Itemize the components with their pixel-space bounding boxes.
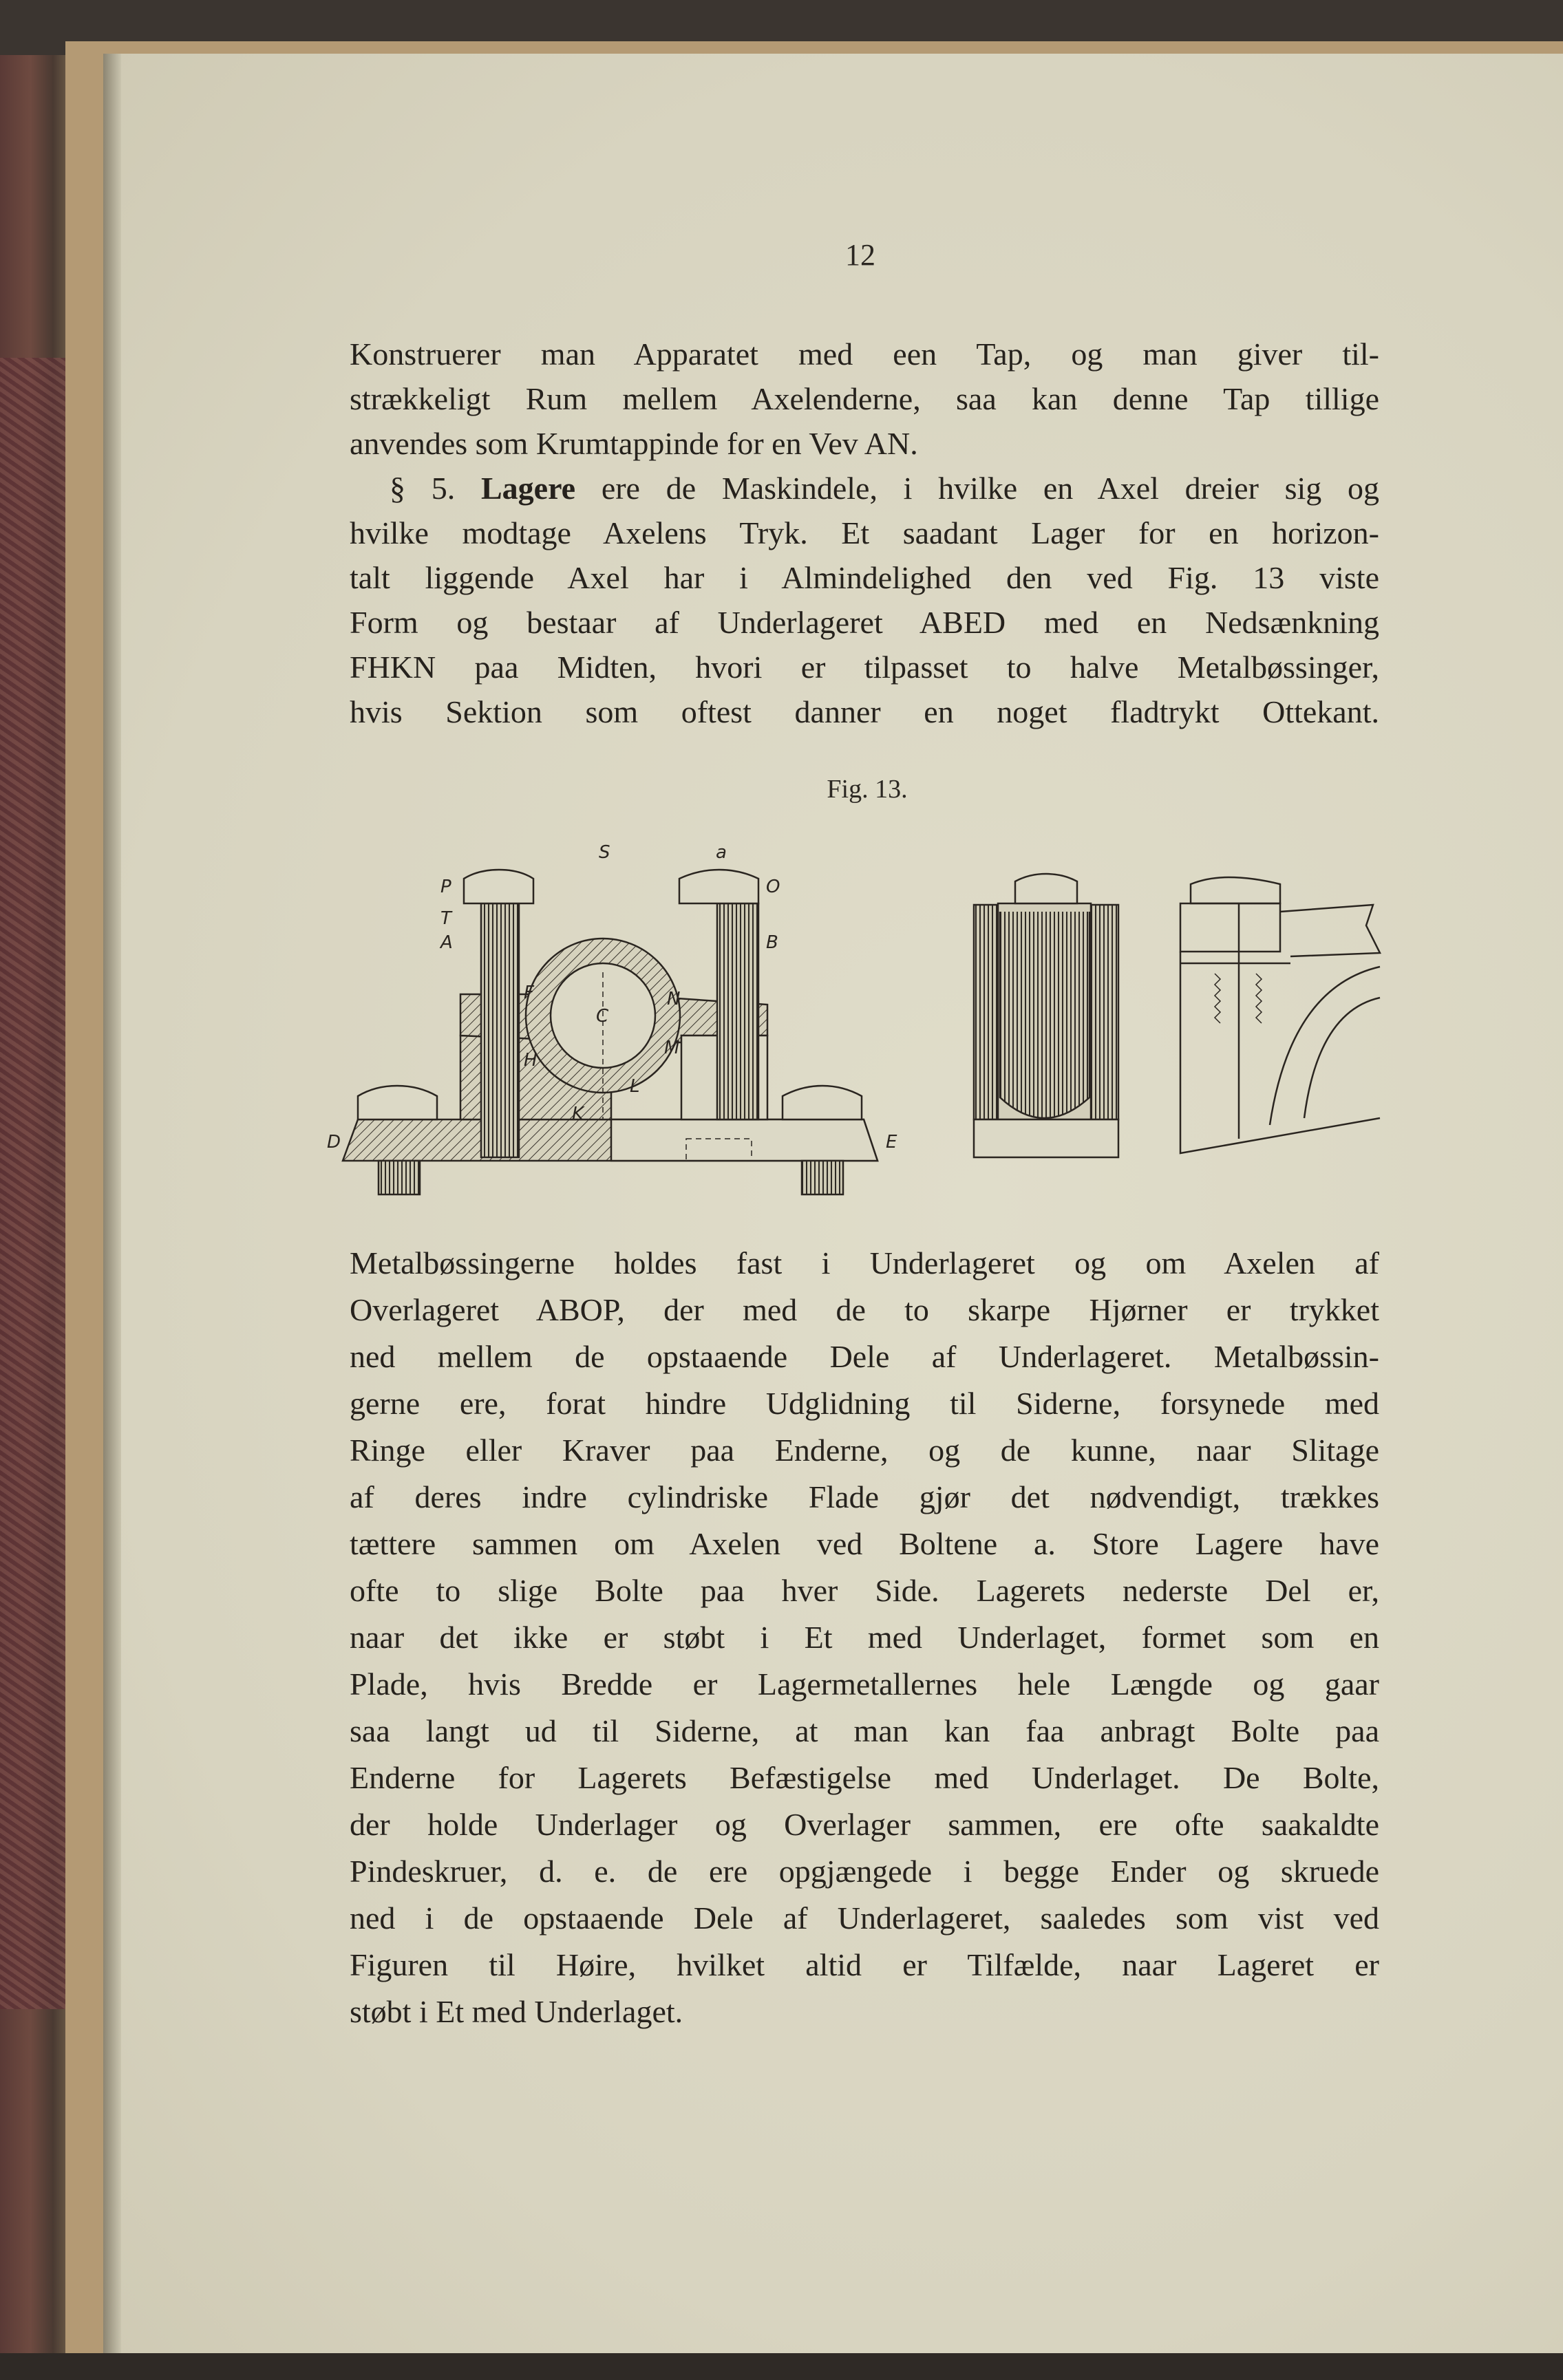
figure-13-bearing-drawing [327,836,1387,1221]
section-5-first-line [350,466,1379,511]
label-T: T [440,908,451,929]
text-line: hvilke modtage Axelens Tryk. Et saadant Lager for en horizon- [350,515,1379,550]
label-N: N [667,989,681,1009]
text-line: FHKN paa Midten, hvori er tilpasset to halve Metalbøssinger, [350,650,1379,685]
label-S: S [599,842,610,863]
text-line: tættere sammen om Axelen ved Boltene a. Store Lagere have [350,1526,1379,1561]
label-M: M [664,1038,680,1058]
text-line: Form og bestaar af Underlageret ABED med en Nedsænkning [350,605,1379,640]
label-D: D [327,1132,341,1153]
side-view-drawing [974,874,1118,1157]
label-L: L [630,1076,640,1097]
book-cover-edge [0,0,76,2380]
figure-caption: Fig. 13. [827,775,908,804]
label-O: O [766,877,780,897]
section-first-line-text: ere de Maskindele, i hvilke en Axel dreier sig og [601,471,1380,506]
label-K: K [572,1104,584,1124]
book-cover-bottom [0,2353,1563,2380]
text-line: naar det ikke er støbt i Et med Underlaget, formet som en [350,1620,1379,1655]
text-line: Figuren til Høire, hvilket altid er Tilfælde, naar Lageret er [350,1947,1379,1982]
label-H: H [524,1050,538,1071]
text-line: Plade, hvis Bredde er Lagermetallernes hele Længde og gaar [350,1666,1379,1702]
text-line: saa langt ud til Siderne, at man kan faa anbragt Bolte paa [350,1713,1379,1748]
right-bolt-head [679,870,758,903]
base-plate-right-plain [611,1119,878,1161]
section-mark: § 5. [390,471,456,506]
paragraph-1 [350,332,1379,734]
page-number: 12 [845,238,875,272]
text-line: af deres indre cylindriske Flade gjør det nødvendigt, trækkes [350,1479,1379,1514]
label-F: F [524,983,534,1003]
text-line: ned i de opstaaende Dele af Underlageret, saaledes som vist ved [350,1900,1379,1936]
text-line: støbt i Et med Underlaget. [350,1994,683,2029]
label-P: P [440,877,451,897]
page-gutter [103,54,121,2355]
text-line: ofte to slige Bolte paa hver Side. Lagerets nederste Del er, [350,1573,1379,1608]
text-line: Overlageret ABOP, der med de to skarpe Hjørner er trykket [350,1292,1379,1327]
text-line: talt liggende Axel har i Almindelighed den ved Fig. 13 viste [350,560,1379,595]
left-bolt-head [464,870,533,903]
text-line: Metalbøssingerne holdes fast i Underlageret og om Axelen af [350,1245,1379,1280]
label-B: B [766,932,778,953]
right-bolt [717,903,758,1119]
label-C: C [596,1006,609,1027]
left-bolt [481,903,519,1157]
text-line: Konstruerer man Apparatet med een Tap, og man giver til- [350,336,1379,372]
label-E: E [886,1132,897,1153]
text-line: Ringe eller Kraver paa Enderne, og de kunne, naar Slitage [350,1433,1379,1468]
main-bearing-section [343,870,878,1194]
text-line: strækkeligt Rum mellem Axelenderne, saa kan denne Tap tillige [350,381,1379,416]
label-a: a [716,842,727,863]
text-line: ned mellem de opstaaende Dele af Underlageret. Metalbøssin- [350,1339,1379,1374]
section-term: Lagere [480,471,576,506]
text-line: gerne ere, forat hindre Udglidning til Siderne, forsynede med [350,1386,1379,1421]
paragraph-2 [350,1240,1379,2035]
text-line: der holde Underlager og Overlager sammen, ere ofte saakaldte [350,1807,1379,1842]
text-line: Pindeskruer, d. e. de ere opgjængede i begge Ender og skruede [350,1854,1379,1889]
label-A: A [440,932,453,953]
stud-bolt-detail-drawing [1180,877,1380,1153]
text-line: Enderne for Lagerets Befæstigelse med Underlaget. De Bolte, [350,1760,1379,1795]
text-line: anvendes som Krumtappinde for en Vev AN. [350,426,918,461]
text-line: hvis Sektion som oftest danner en noget fladtrykt Ottekant. [350,694,1379,729]
